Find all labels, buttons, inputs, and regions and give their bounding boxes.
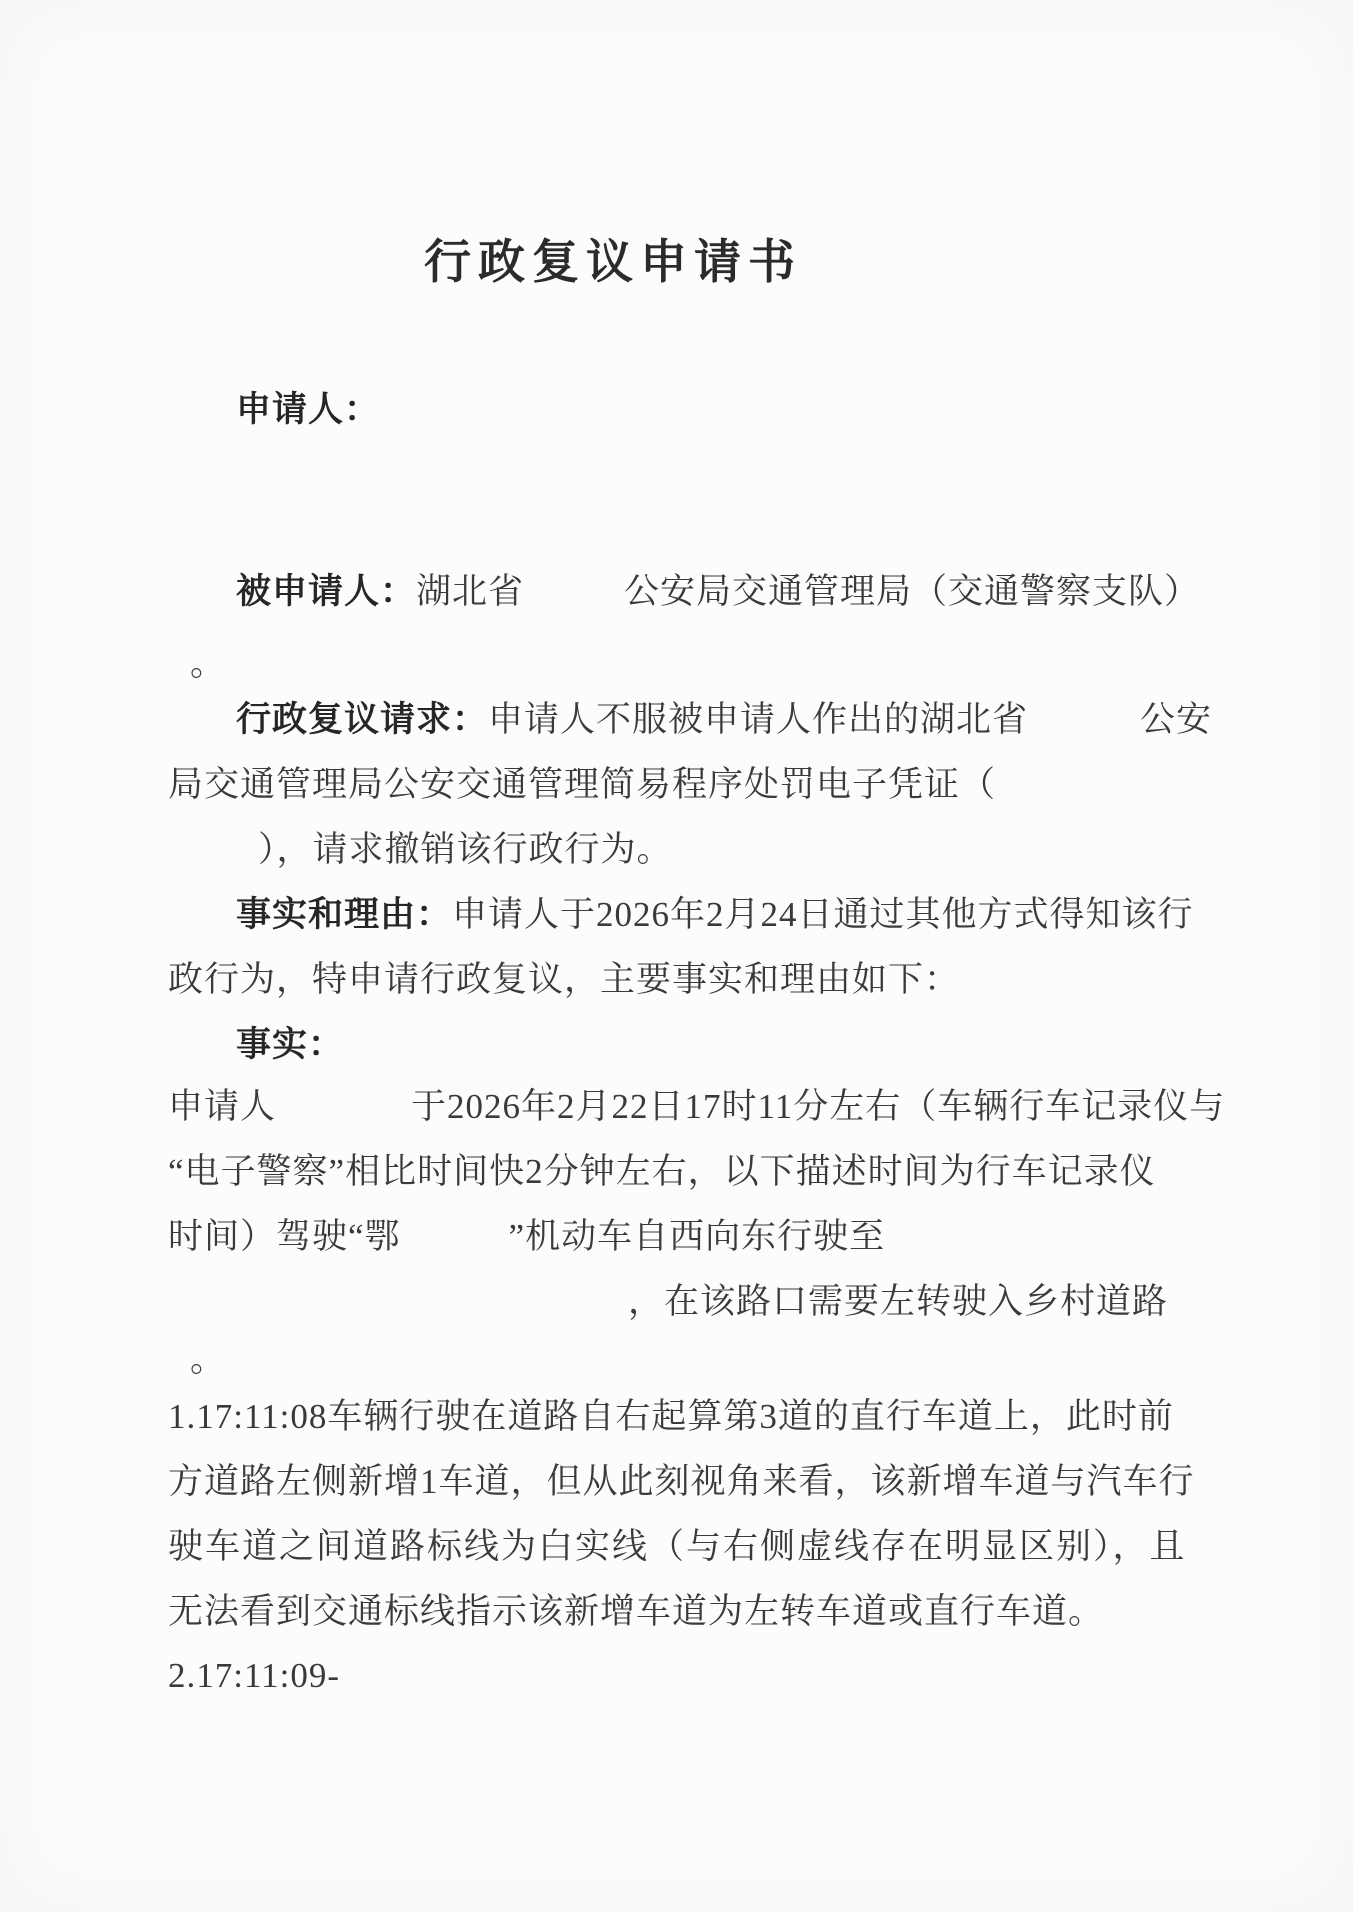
redaction-gap — [524, 602, 624, 603]
redaction-gap — [401, 1247, 509, 1248]
item2-line-1: 2.17:11:09- — [168, 1656, 341, 1695]
narrative-text-3b: ”机动车自西向东行驶至 — [508, 1217, 886, 1256]
narrative-text-3a: 时间）驾驶“鄂 — [168, 1217, 401, 1256]
narrative-period: 。 — [190, 1340, 227, 1379]
request-line-2: 局交通管理局公安交通管理简易程序处罚电子凭证（ — [168, 765, 997, 804]
item1-line-2: 方道路左侧新增1车道，但从此刻视角来看，该新增车道与汽车行 — [168, 1462, 1195, 1501]
item1-line-3: 驶车道之间道路标线为白实线（与右侧虚线存在明显区别），且 — [168, 1527, 1187, 1566]
facts-heading — [236, 1021, 344, 1069]
request-text-b: 公安 — [1140, 700, 1213, 739]
respondent-province: 湖北省 — [416, 572, 525, 611]
document-title: 行政复议申请书 — [424, 235, 802, 288]
request-line-3: ），请求撤销该行政行为。 — [258, 830, 673, 869]
narrative-line-3 — [168, 1213, 885, 1261]
facts-reasons-line-2: 政行为，特申请行政复议，主要事实和理由如下： — [168, 960, 961, 999]
applicant-label: 申请人： — [236, 390, 381, 429]
narrative-line-1 — [168, 1083, 1225, 1131]
facts-reasons-text: 申请人于2026年2月24日通过其他方式得知该行 — [452, 895, 1194, 934]
respondent-line — [236, 568, 1200, 616]
facts-label: 事实： — [236, 1025, 345, 1064]
redaction-gap — [1028, 730, 1140, 731]
request-label: 行政复议请求： — [236, 700, 489, 739]
respondent-label: 被申请人： — [236, 572, 417, 611]
redaction-gap — [276, 1117, 411, 1118]
narrative-text-1b: 于2026年2月22日17时11分左右（车辆行车记录仪与 — [411, 1087, 1226, 1126]
facts-reasons-label: 事实和理由： — [236, 895, 453, 934]
respondent-period: 。 — [190, 644, 227, 683]
request-text-a: 申请人不服被申请人作出的湖北省 — [488, 700, 1029, 739]
respondent-authority: 公安局交通管理局（交通警察支队） — [624, 572, 1201, 611]
applicant-line — [236, 386, 380, 434]
request-line-1 — [236, 696, 1212, 744]
narrative-line-2: “电子警察”相比时间快2分钟左右，以下描述时间为行车记录仪 — [168, 1152, 1156, 1191]
narrative-text-1a: 申请人 — [168, 1087, 277, 1126]
narrative-line-4: ，在该路口需要左转驶入乡村道路 — [628, 1282, 1169, 1321]
item1-line-4: 无法看到交通标线指示该新增车道为左转车道或直行车道。 — [168, 1592, 1105, 1631]
item1-line-1: 1.17:11:08车辆行驶在道路自右起算第3道的直行车道上，此时前 — [168, 1397, 1174, 1436]
facts-reasons-line-1 — [236, 891, 1194, 939]
